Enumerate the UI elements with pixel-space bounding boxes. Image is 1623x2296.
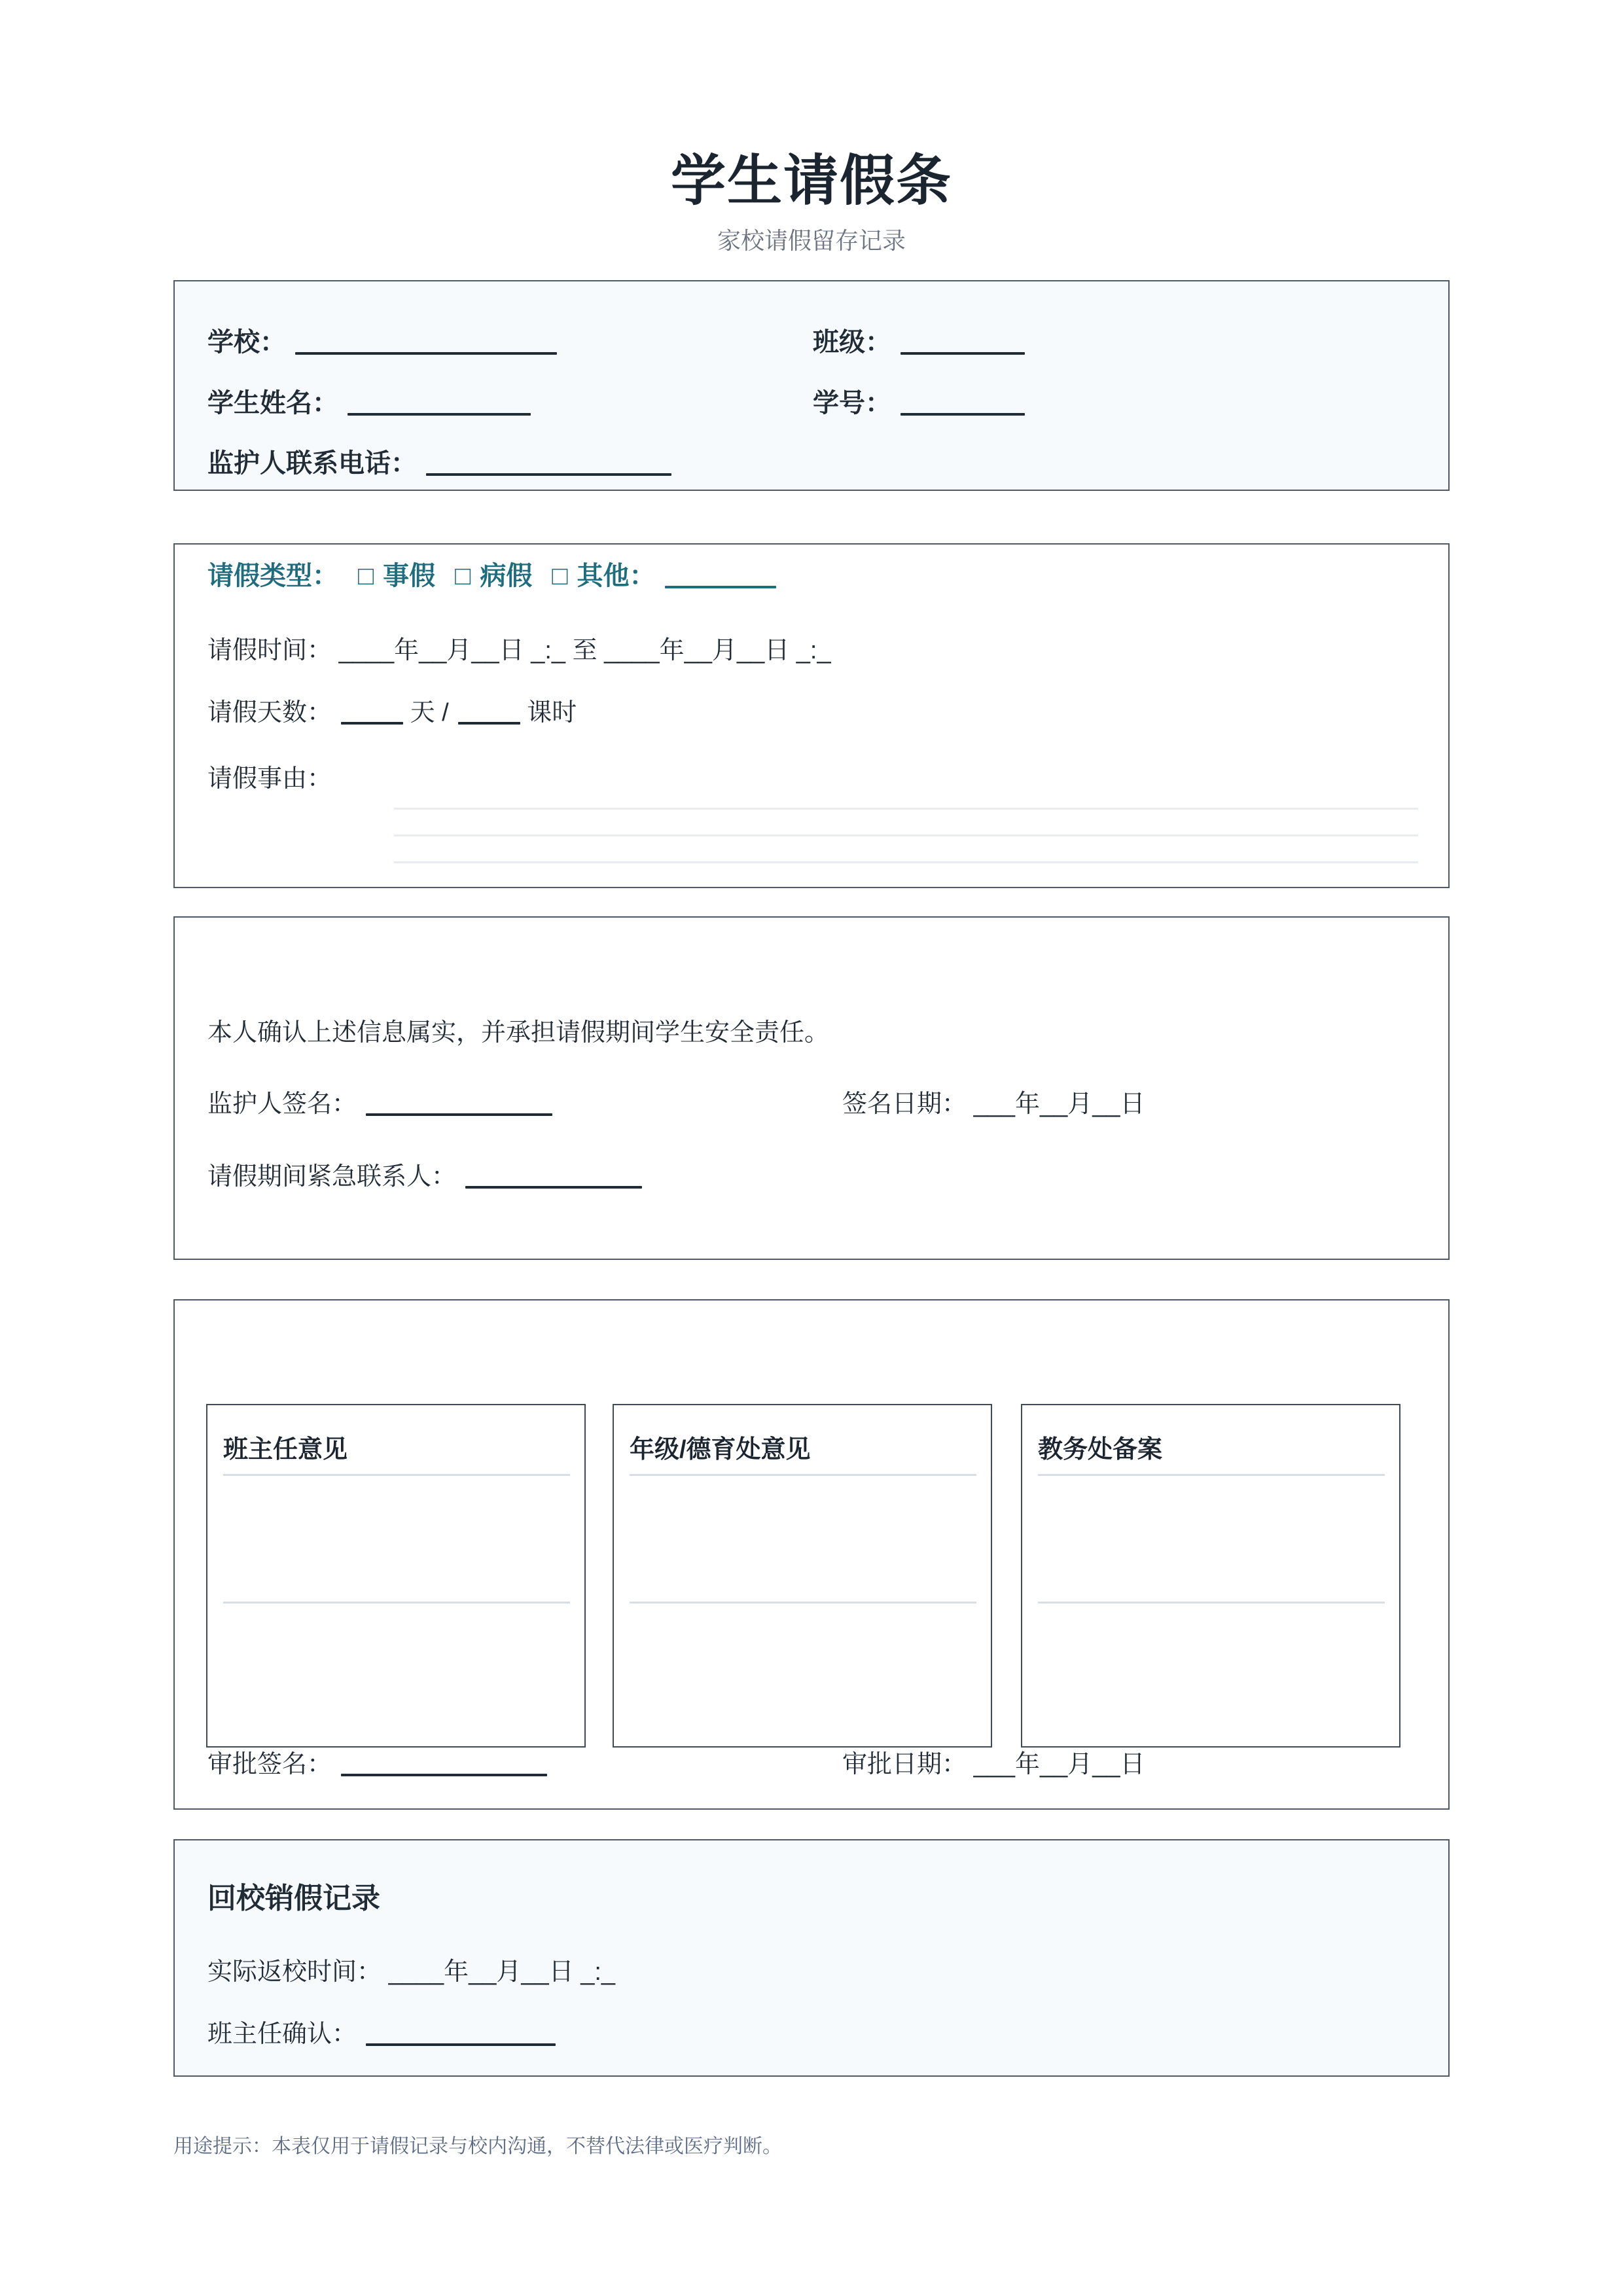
class-blank-line	[901, 352, 1025, 355]
form-title: 学生请假条	[670, 150, 952, 211]
leave-days-label: 请假天数：	[207, 699, 332, 726]
student-name-label: 学生姓名：	[207, 389, 338, 418]
homeroom-writing-line-2	[223, 1602, 570, 1604]
school-blank-line	[295, 352, 557, 355]
days-lessons-separator: /	[442, 699, 449, 726]
leave-time-label: 请假时间：	[207, 637, 332, 664]
approval-date-label: 审批日期：	[842, 1751, 967, 1778]
leave-type-label: 请假类型：	[207, 562, 338, 590]
confirmation-statement	[207, 1019, 829, 1048]
return-record-title: 回校销假记录	[207, 1882, 380, 1914]
homeroom-opinion-box	[206, 1404, 586, 1748]
emergency-contact-row	[207, 1163, 642, 1192]
approval-date-row	[842, 1751, 1145, 1780]
teacher-confirm-blank-line	[366, 2043, 556, 2046]
class-row	[813, 327, 1025, 357]
student-name-blank-line	[348, 413, 531, 416]
class-label: 班级：	[813, 328, 891, 357]
leave-details-section	[173, 543, 1450, 888]
leave-days-row	[207, 699, 577, 728]
school-label: 学校：	[207, 328, 286, 357]
leave-time-row	[207, 637, 831, 666]
guardian-phone-blank-line	[426, 473, 671, 476]
reason-writing-line-3	[394, 861, 1418, 863]
approval-date-blanks: ___年__月__日	[973, 1751, 1145, 1778]
student-info-section	[173, 280, 1450, 491]
return-time-blanks: ____年__月__日 _:_	[388, 1958, 616, 1986]
grade-office-writing-line-1	[630, 1474, 976, 1476]
return-record-title-row	[207, 1882, 380, 1916]
sign-date-label: 签名日期：	[842, 1090, 967, 1118]
return-time-label: 实际返校时间：	[207, 1958, 382, 1986]
emergency-contact-label: 请假期间紧急联系人：	[207, 1163, 457, 1191]
leave-days-unit: 天	[410, 699, 435, 726]
academic-office-writing-line-2	[1038, 1602, 1385, 1604]
academic-office-record-box	[1021, 1404, 1400, 1748]
student-id-label: 学号：	[813, 389, 891, 418]
emergency-contact-blank-line	[465, 1186, 642, 1189]
sign-date-blanks: ___年__月__日	[973, 1090, 1145, 1118]
approval-signature-blank-line	[341, 1774, 547, 1776]
confirmation-statement-text: 本人确认上述信息属实，并承担请假期间学生安全责任。	[207, 1019, 830, 1047]
leave-type-other-blank-line	[665, 586, 776, 588]
teacher-confirm-row	[207, 2020, 556, 2049]
teacher-confirm-label: 班主任确认：	[207, 2020, 357, 2048]
checkbox-casual-icon: □	[358, 562, 374, 590]
guardian-signature-blank-line	[366, 1113, 552, 1116]
grade-office-writing-line-2	[630, 1602, 976, 1604]
grade-office-opinion-box	[613, 1404, 992, 1748]
checkbox-sick-icon: □	[455, 562, 471, 590]
leave-type-sick-label: 病假	[480, 562, 533, 590]
guardian-signature-row	[207, 1090, 552, 1119]
leave-reason-row	[207, 765, 332, 794]
leave-type-casual-label: 事假	[383, 562, 436, 590]
reason-writing-line-1	[394, 808, 1418, 810]
form-subtitle: 家校请假留存记录	[717, 227, 906, 254]
homeroom-opinion-title: 班主任意见	[223, 1436, 348, 1463]
leave-type-other-label: 其他：	[577, 562, 656, 590]
school-row	[207, 327, 557, 357]
sign-date-row	[842, 1090, 1145, 1119]
academic-office-writing-line-1	[1038, 1474, 1385, 1476]
reason-writing-line-2	[394, 834, 1418, 836]
academic-office-record-title: 教务处备案	[1038, 1436, 1163, 1463]
leave-lessons-unit: 课时	[527, 699, 577, 726]
student-id-blank-line	[901, 413, 1025, 416]
leave-time-blanks: ____年__月__日 _:_ 至 ____年__月__日 _:_	[338, 637, 831, 664]
leave-reason-label: 请假事由：	[207, 765, 332, 793]
student-name-row	[207, 388, 531, 418]
leave-lessons-blank-line	[458, 722, 520, 725]
guardian-phone-label: 监护人联系电话：	[207, 449, 417, 478]
usage-note: 用途提示：本表仅用于请假记录与校内沟通，不替代法律或医疗判断。	[173, 2136, 782, 2157]
guardian-phone-row	[207, 448, 671, 478]
homeroom-writing-line-1	[223, 1474, 570, 1476]
leave-type-row	[207, 561, 776, 591]
grade-office-opinion-title: 年级/德育处意见	[630, 1436, 811, 1463]
return-record-section	[173, 1839, 1450, 2077]
approval-signature-row	[207, 1751, 547, 1780]
return-time-row	[207, 1958, 615, 1987]
approval-signature-label: 审批签名：	[207, 1751, 332, 1778]
guardian-confirmation-section	[173, 916, 1450, 1260]
student-id-row	[813, 388, 1025, 418]
leave-days-blank-line	[341, 722, 403, 725]
checkbox-other-icon: □	[552, 562, 568, 590]
guardian-signature-label: 监护人签名：	[207, 1090, 357, 1118]
approval-section	[173, 1299, 1450, 1810]
